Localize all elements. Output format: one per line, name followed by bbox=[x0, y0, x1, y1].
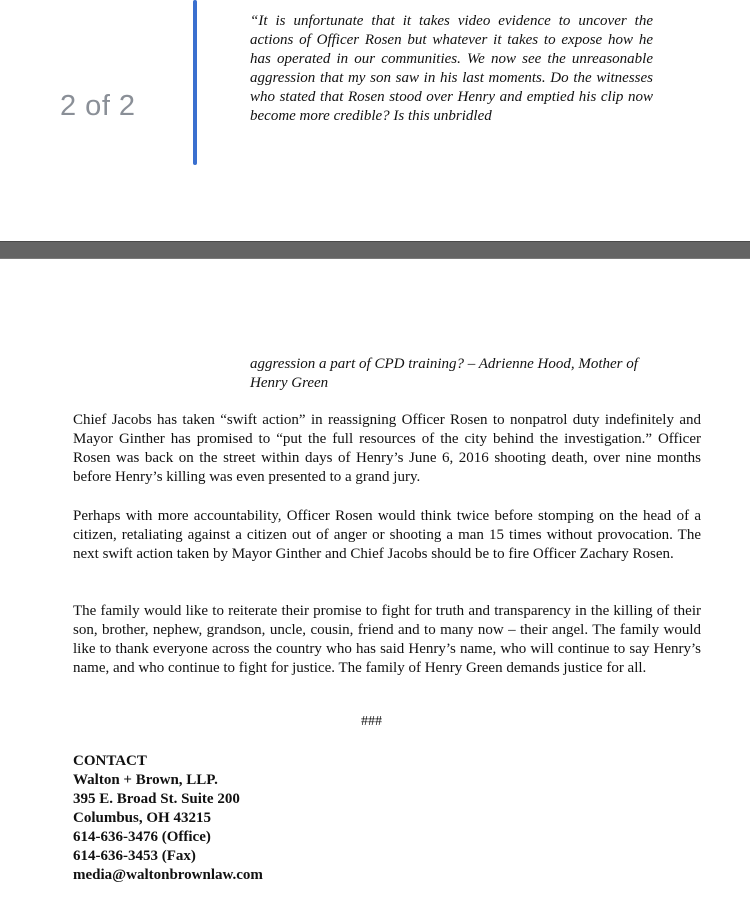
contact-phone-office: 614-636-3476 (Office) bbox=[73, 829, 211, 845]
contact-address-line-1: 395 E. Broad St. Suite 200 bbox=[73, 791, 240, 807]
contact-phone-fax: 614-636-3453 (Fax) bbox=[73, 848, 196, 864]
page-indicator: 2 of 2 bbox=[60, 90, 136, 122]
contact-block bbox=[73, 752, 263, 885]
contact-email[interactable]: media@waltonbrownlaw.com bbox=[73, 867, 263, 883]
contact-firm: Walton + Brown, LLP. bbox=[73, 772, 218, 788]
accent-rule bbox=[193, 0, 197, 165]
end-mark: ### bbox=[361, 714, 382, 729]
body-paragraph-1: Chief Jacobs has taken “swift action” in reassigning Officer Rosen to nonpatrol duty indefinitely and Mayor Ginther has promised to “put the full resources of the city behind the investigation.” Officer Rosen was back on the street within days of Henry’s June 6, 2016 shooting death, over nine months before Henry’s killing was even presented to a grand jury. bbox=[73, 412, 701, 485]
body-paragraph-2: Perhaps with more accountability, Officer Rosen would think twice before stomping on the head of a citizen, retaliating against a citizen out of anger or shooting a man 15 times without provocation. The next swift action taken by Mayor Ginther and Chief Jacobs should be to fire Officer Zachary Rosen. bbox=[73, 508, 701, 562]
quote-top: “It is unfortunate that it takes video evidence to uncover the actions of Officer Rosen but whatever it takes to expose how he has operated in our communities. We now see the unreasonable aggression that my son saw in his last moments. Do the witnesses who stated that Rosen stood over Henry and emptied his clip now become more credible? Is this unbridled bbox=[250, 13, 653, 124]
contact-heading: CONTACT bbox=[73, 753, 147, 769]
quote-bottom: aggression a part of CPD training? – Adrienne Hood, Mother of Henry Green bbox=[250, 356, 638, 391]
page-break-bar bbox=[0, 241, 750, 259]
contact-address-line-2: Columbus, OH 43215 bbox=[73, 810, 211, 826]
body-paragraph-3: The family would like to reiterate their promise to fight for truth and transparency in the killing of their son, brother, nephew, grandson, uncle, cousin, friend and to many now – their angel. The family would like to thank everyone across the country who has said Henry’s name, who will continue to say Henry’s name, and who continue to fight for justice. The family of Henry Green demands justice for all. bbox=[73, 603, 701, 676]
